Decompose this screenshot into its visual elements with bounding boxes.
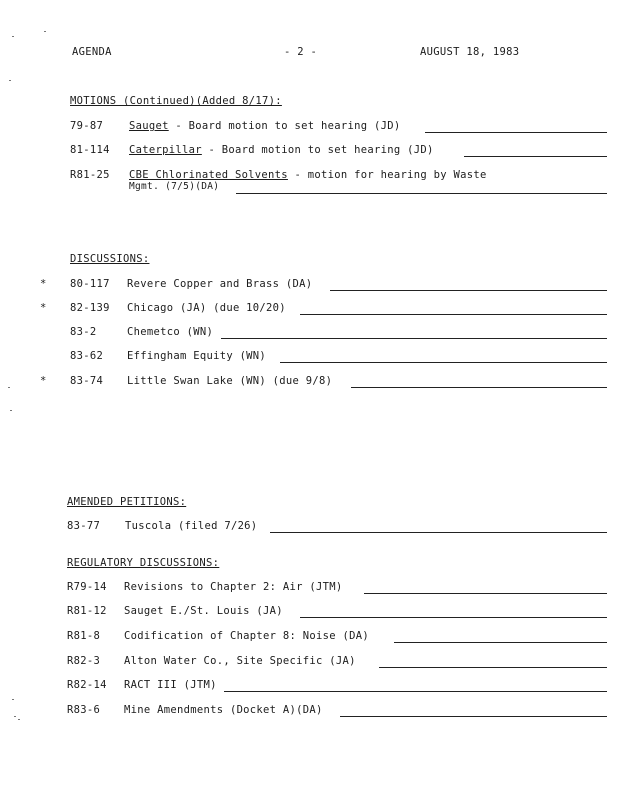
regulatory-text: Alton Water Co., Site Specific (JA) (124, 655, 356, 667)
discussion-text: Revere Copper and Brass (DA) (127, 278, 313, 290)
priority-star: * (40, 278, 47, 290)
discussion-text: Chemetco (WN) (127, 326, 214, 338)
regulatory-number: R82-3 (67, 655, 101, 667)
fill-line (300, 617, 607, 618)
scan-speck (14, 716, 16, 717)
motion-desc: - motion for hearing by Waste (287, 169, 487, 181)
regulatory-text: Mine Amendments (Docket A)(DA) (124, 704, 323, 716)
fill-line (236, 193, 607, 194)
fill-line (379, 667, 607, 668)
discussion-number: 83-74 (70, 375, 104, 387)
motion-item (129, 120, 401, 132)
header-left: AGENDA (72, 46, 112, 58)
regulatory-number: R81-8 (67, 630, 101, 642)
discussions-heading: DISCUSSIONS: (70, 253, 150, 265)
regulatory-number: R83-6 (67, 704, 101, 716)
regulatory-text: Sauget E./St. Louis (JA) (124, 605, 283, 617)
motion-number: 79-87 (70, 120, 104, 132)
fill-line (300, 314, 607, 315)
fill-line (330, 290, 607, 291)
scan-speck (44, 31, 46, 32)
discussion-number: 83-2 (70, 326, 97, 338)
motion-number: R81-25 (70, 169, 110, 181)
regulatory-text: RACT III (JTM) (124, 679, 217, 691)
scan-speck (12, 36, 14, 37)
motion-name: CBE Chlorinated Solvents (129, 169, 288, 181)
regulatory-number: R81-12 (67, 605, 107, 617)
fill-line (394, 642, 607, 643)
regulatory-number: R82-14 (67, 679, 107, 691)
motion-item (129, 144, 434, 156)
scan-speck (10, 410, 12, 411)
scan-speck (18, 719, 20, 720)
fill-line (224, 691, 607, 692)
fill-line (425, 132, 607, 133)
discussion-number: 83-62 (70, 350, 104, 362)
motion-name: Sauget (129, 120, 169, 132)
motion-name: Caterpillar (129, 144, 202, 156)
scan-speck (12, 699, 14, 700)
motions-heading: MOTIONS (Continued)(Added 8/17): (70, 95, 282, 107)
header-page-number: - 2 - (284, 46, 318, 58)
motion-desc-continued: Mgmt. (7/5)(DA) (129, 181, 220, 192)
fill-line (221, 338, 607, 339)
scan-speck (8, 387, 10, 388)
fill-line (364, 593, 607, 594)
priority-star: * (40, 375, 47, 387)
discussion-number: 82-139 (70, 302, 110, 314)
discussion-text: Little Swan Lake (WN) (due 9/8) (127, 375, 333, 387)
motion-desc: - Board motion to set hearing (JD) (168, 120, 401, 132)
fill-line (280, 362, 607, 363)
regulatory-text: Revisions to Chapter 2: Air (JTM) (124, 581, 343, 593)
amended-number: 83-77 (67, 520, 101, 532)
motion-desc: - Board motion to set hearing (JD) (201, 144, 434, 156)
fill-line (464, 156, 607, 157)
amended-text: Tuscola (filed 7/26) (125, 520, 258, 532)
regulatory-heading: REGULATORY DISCUSSIONS: (67, 557, 220, 569)
amended-heading: AMENDED PETITIONS: (67, 496, 187, 508)
fill-line (340, 716, 607, 717)
regulatory-text: Codification of Chapter 8: Noise (DA) (124, 630, 369, 642)
fill-line (351, 387, 607, 388)
header-date: AUGUST 18, 1983 (420, 46, 520, 58)
discussion-text: Chicago (JA) (due 10/20) (127, 302, 286, 314)
fill-line (270, 532, 607, 533)
regulatory-number: R79-14 (67, 581, 107, 593)
discussion-number: 80-117 (70, 278, 110, 290)
priority-star: * (40, 302, 47, 314)
scan-speck (9, 80, 11, 81)
discussion-text: Effingham Equity (WN) (127, 350, 267, 362)
motion-item (129, 169, 487, 181)
motion-number: 81-114 (70, 144, 110, 156)
